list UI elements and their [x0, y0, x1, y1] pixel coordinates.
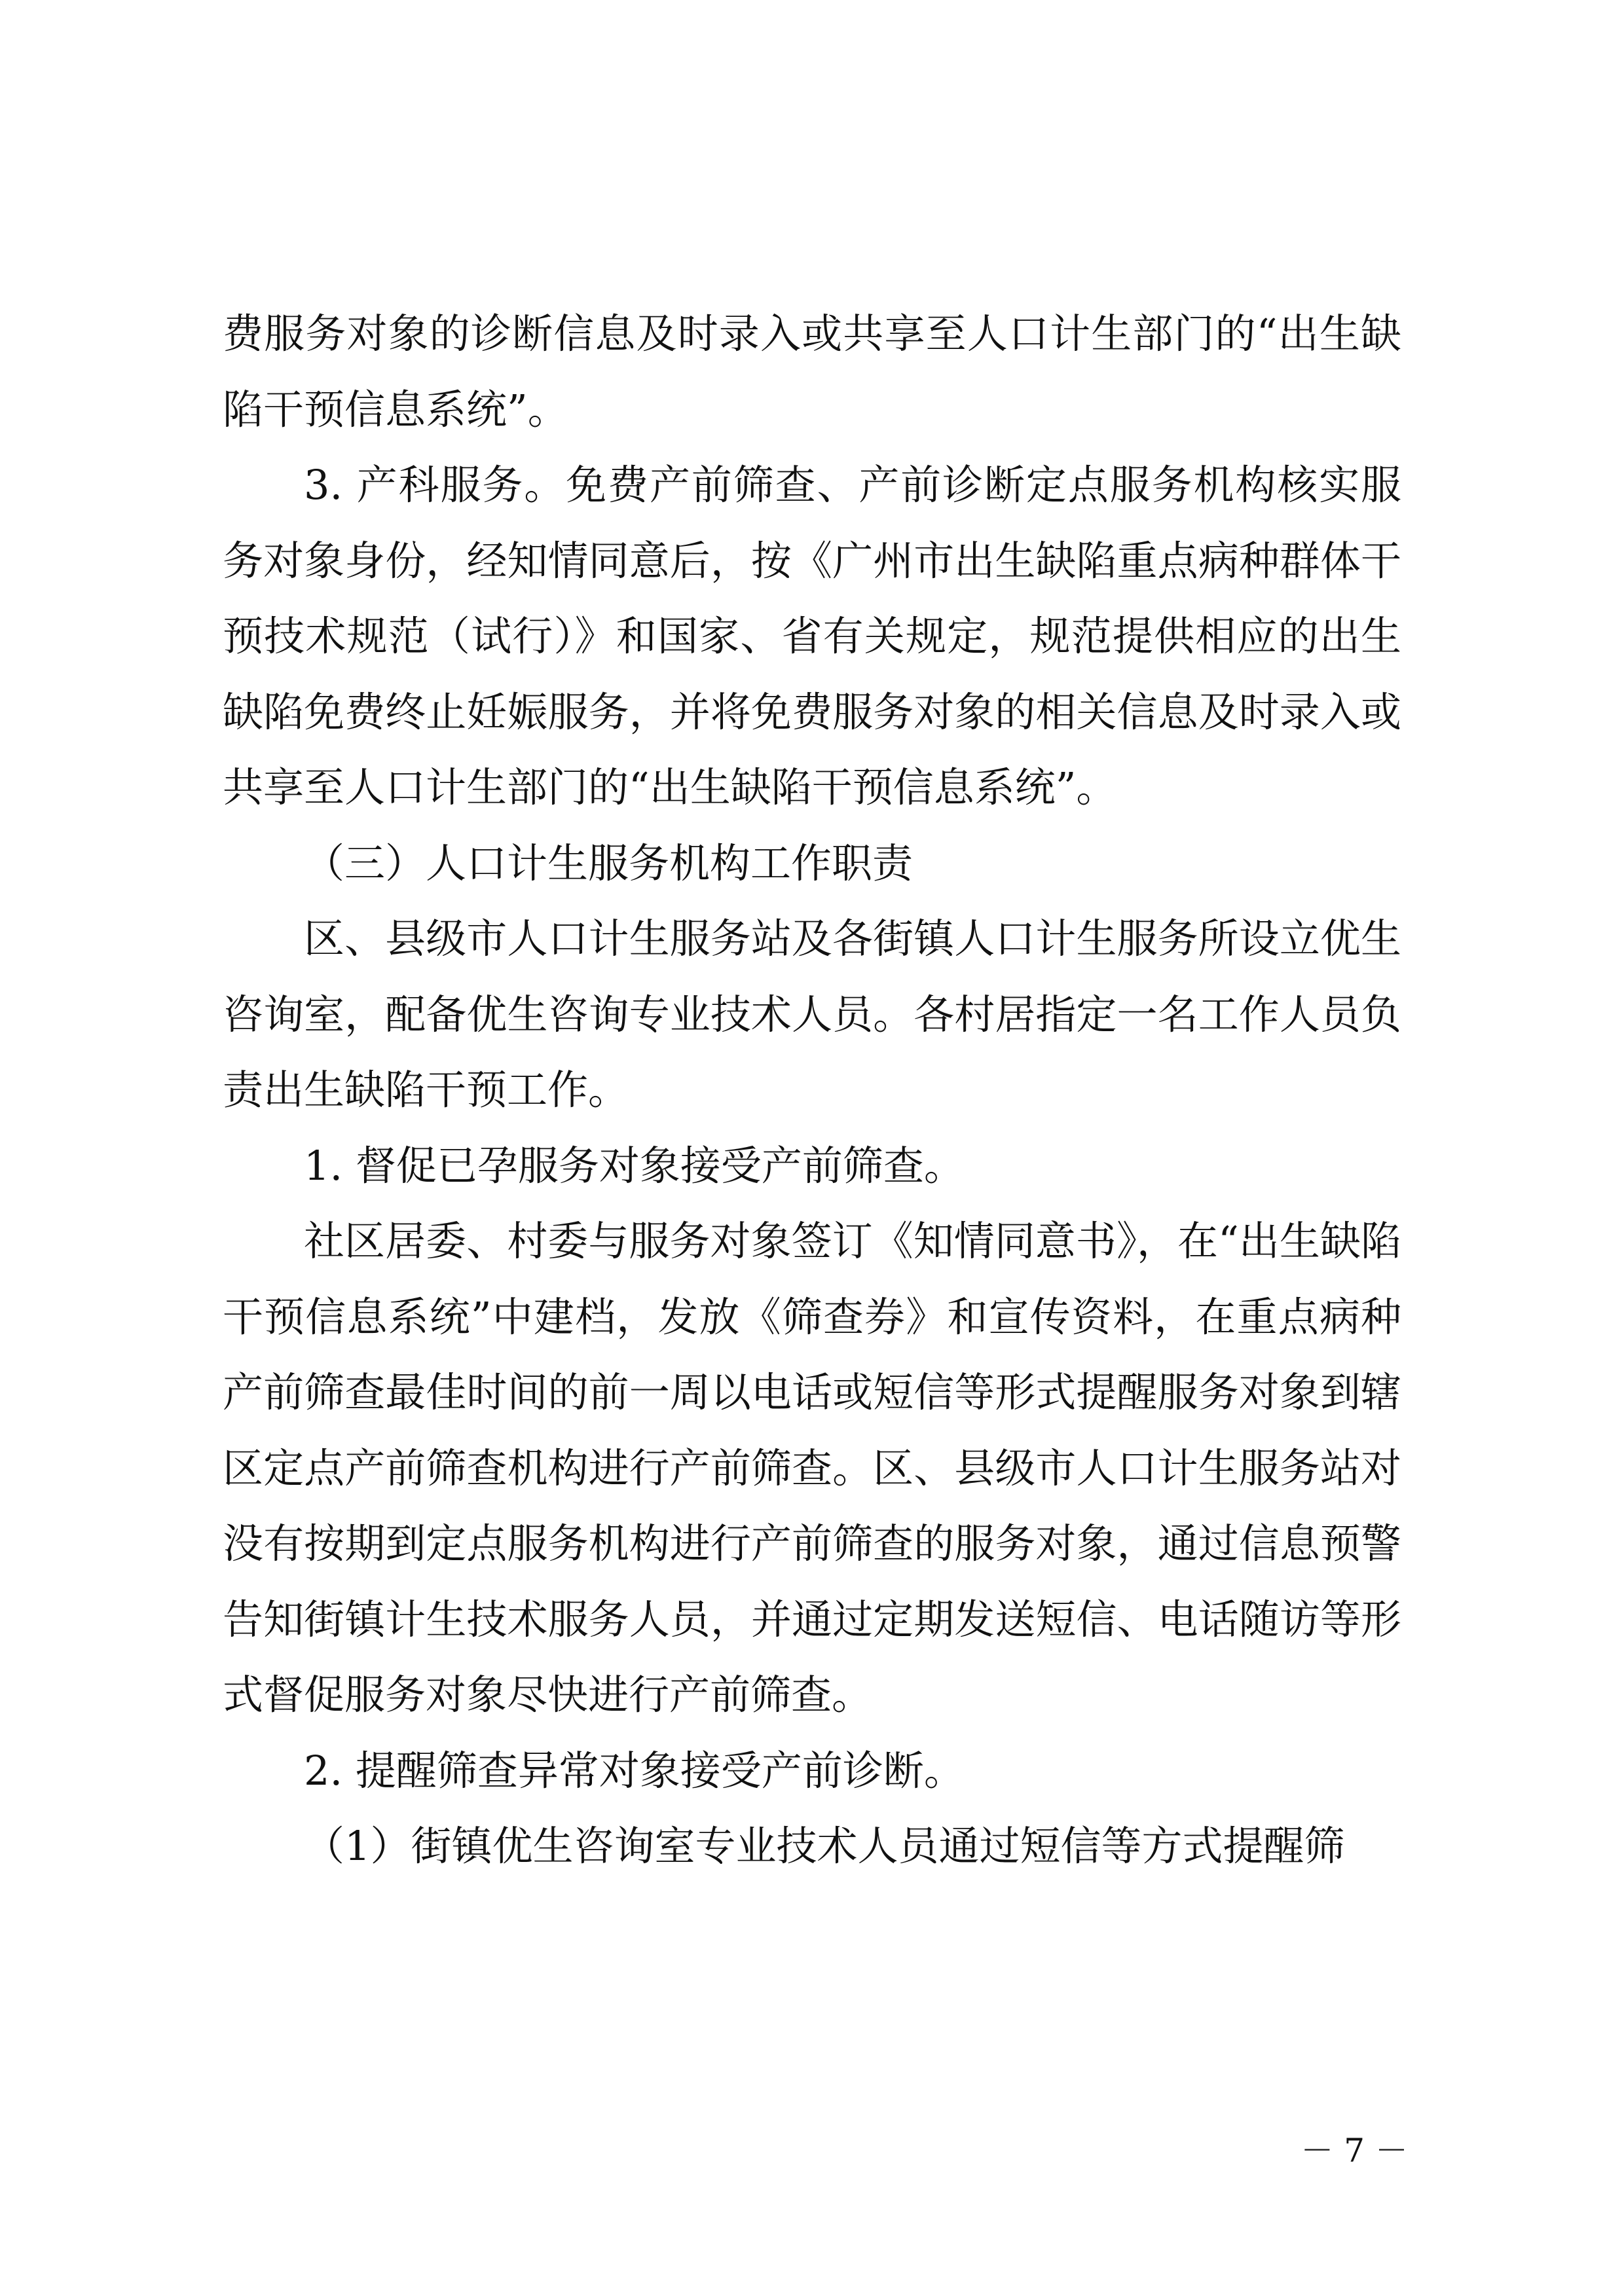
section-heading: （三）人口计生服务机构工作职责	[304, 839, 913, 887]
paragraph-community-screening: 社区居委、村委与服务对象签订《知情同意书》，在“出生缺陷干预信息系统”中建档，发放《筛查券》和宣传资料，在重点病种产前筛查最佳时间的前一周以电话或短信等形式提醒服务对象到辖区定点产前筛查机构进行产前筛查。区、县级市人口计生服务站对没有按期到定点服务机构进行产前筛查的服务对象，通过信息预警告知街镇计生技术服务人员，并通过定期发送短信、电话随访等形式督促服务对象尽快进行产前筛查。	[223, 1217, 1401, 1719]
paragraph-service-stations: 区、县级市人口计生服务站及各街镇人口计生服务所设立优生咨询室，配备优生咨询专业技术人员。各村居指定一名工作人员负责出生缺陷干预工作。	[223, 915, 1401, 1114]
paragraph-obstetric-services: 3. 产科服务。免费产前筛查、产前诊断定点服务机构核实服务对象身份，经知情同意后，按《广州市出生缺陷重点病种群体干预技术规范（试行）》和国家、省有关规定，规范提供相应的出生缺陷免费终止妊娠服务，并将免费服务对象的相关信息及时录入或共享至人口计生部门的“出生缺陷干预信息系统”。	[223, 461, 1401, 811]
paragraph-continuation: 费服务对象的诊断信息及时录入或共享至人口计生部门的“出生缺陷干预信息系统”。	[223, 310, 1401, 433]
document-body	[223, 296, 1401, 1884]
paragraph-subitem-1: （1）街镇优生咨询室专业技术人员通过短信等方式提醒筛	[304, 1822, 1345, 1870]
item-heading-2: 2. 提醒筛查异常对象接受产前诊断。	[304, 1746, 965, 1795]
page-number: － 7 －	[1301, 2132, 1408, 2170]
item-heading-1: 1. 督促已孕服务对象接受产前筛查。	[304, 1141, 965, 1190]
